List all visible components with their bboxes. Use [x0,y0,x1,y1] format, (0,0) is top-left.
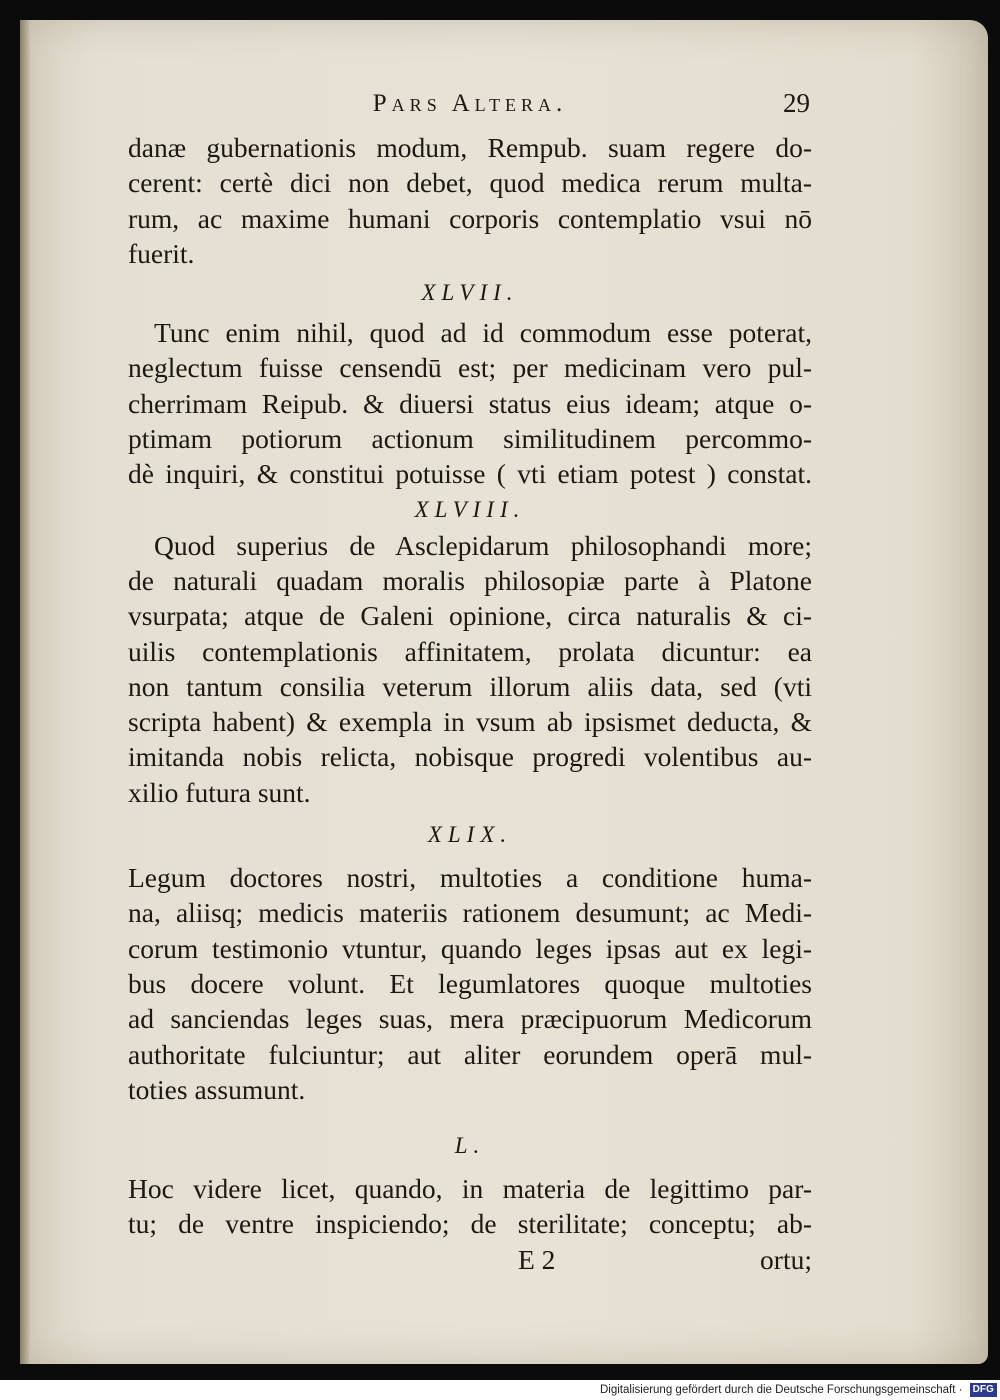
signature-mark: E 2 [518,1243,556,1275]
dfg-logo: DFG [970,1383,997,1397]
text-line: Quod superius de Asclepidarum philosophandi more; [154,529,812,561]
section-paragraph [128,1171,812,1242]
text-line: toties assumunt. [128,1073,306,1105]
text-line: ptimam potiorum actionum similitudinem percommo- [128,423,812,455]
section-number: XLIX. [427,822,513,848]
page-number: 29 [783,88,810,118]
section-number: L. [454,1133,486,1159]
page-spine-edge [20,20,30,1364]
text-line: cherrimam Reipub. & diuersi status eius ideam; atque o- [128,387,812,419]
text-line: de naturali quadam moralis philosopiæ parte à Platone [128,564,812,596]
text-line: scripta habent) & exempla in vsum ab ipsismet deducta, & [128,706,812,738]
catchword: ortu; [760,1243,812,1275]
text-line: neglectum fuisse censendū est; per medicinam vero pul- [128,352,812,384]
section-paragraph [128,528,812,810]
text-line: uilis contemplationis affinitatem, prolata dicuntur: ea [128,635,812,667]
digitization-credit [600,1380,1000,1400]
text-line: ad sanciendas leges suas, mera præcipuorum Medicorum [128,1003,812,1035]
text-line: Legum doctores nostri, multoties a conditione huma- [128,862,812,894]
text-line: tu; de ventre inspiciendo; de sterilitate; conceptu; ab- [128,1208,812,1240]
text-line: cerent: certè dici non debet, quod medica rerum multa- [128,167,812,199]
text-line: bus docere volunt. Et legumlatores quoque multoties [128,967,812,999]
text-line: vsurpata; atque de Galeni opinione, circa naturalis & ci- [128,600,812,632]
text-line: xilio futura sunt. [128,776,311,808]
text-line: Hoc videre licet, quando, in materia de legittimo par- [128,1173,812,1205]
text-line: corum testimonio vtuntur, quando leges ipsas aut ex legi- [128,932,812,964]
text-line: Tunc enim nihil, quod ad id commodum esse poterat, [154,317,812,349]
text-line: danæ gubernationis modum, Rempub. suam regere do- [128,132,812,163]
section-number: XLVII. [421,280,519,306]
text-block [128,86,812,1278]
credit-text: Digitalisierung gefördert durch die Deutsche Forschungsgemeinschaft · [600,1384,963,1396]
text-line: fuerit. [128,237,195,269]
section-number: XLVIII. [414,496,526,522]
continuation-paragraph [128,130,812,271]
running-head-title: Pars Altera. [372,90,568,117]
text-line: rum, ac maxime humani corporis contemplatio vsui nō [128,202,812,234]
text-line: na, aliisq; medicis materiis rationem desumunt; ac Medi- [128,897,812,929]
section-paragraph [128,315,812,491]
text-line: authoritate fulciuntur; aut aliter eorundem operā mul- [128,1038,812,1070]
text-line: imitanda nobis relicta, nobisque progredi volentibus au- [128,741,812,773]
text-line: dè inquiri, & constitui potuisse ( vti etiam potest ) constat. [128,458,812,490]
page-footer [128,1242,812,1278]
text-line: non tantum consilia veterum illorum aliis data, sed (vti [128,670,812,702]
section-paragraph [128,860,812,1107]
running-head [128,86,812,130]
